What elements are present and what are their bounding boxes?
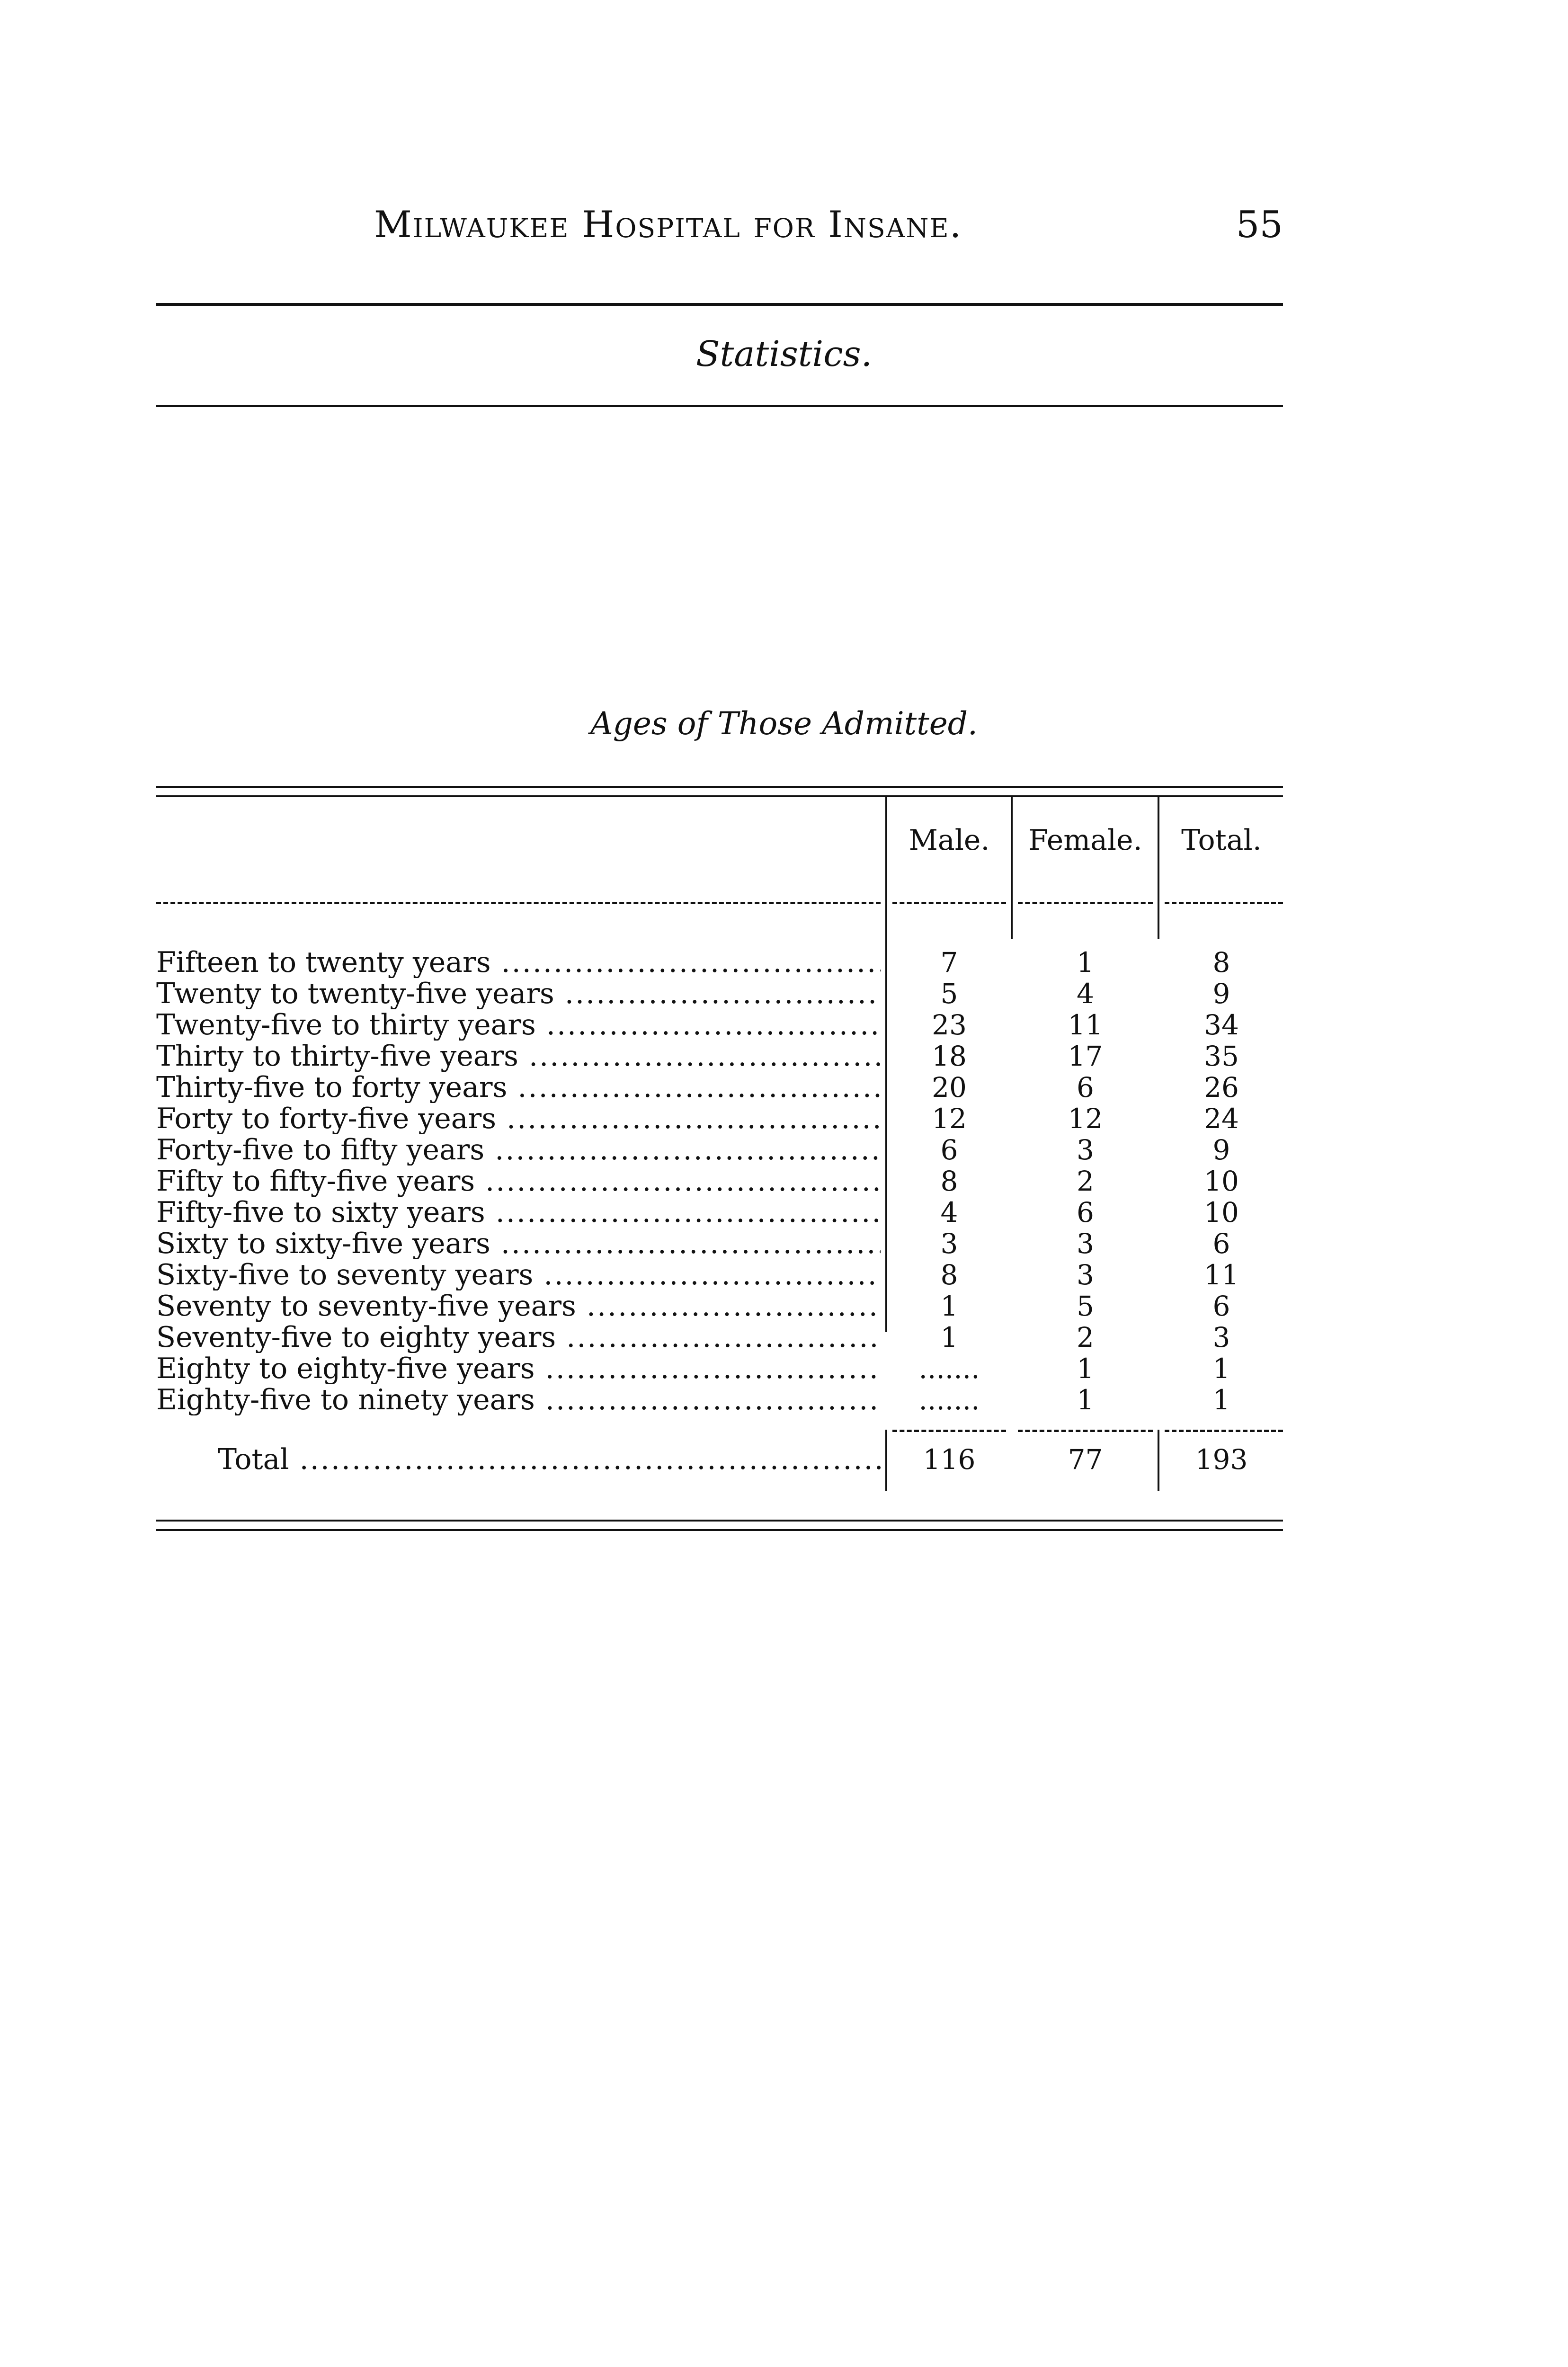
- header-dashed-rule: [1165, 902, 1283, 904]
- total-dashed-rule: [1165, 1430, 1283, 1432]
- total-count: 9: [1212, 978, 1230, 1010]
- table-row: [156, 1197, 1283, 1228]
- table-row: [156, 1259, 1283, 1290]
- total-count: 24: [1204, 1103, 1239, 1135]
- total-count: 26: [1204, 1071, 1239, 1103]
- total-count: 35: [1204, 1040, 1239, 1072]
- age-range-label: Sixty to sixty-five years .....: [156, 1228, 881, 1259]
- female-count: 2: [1077, 1165, 1094, 1197]
- ages-table: [156, 776, 1283, 1534]
- table-row: [156, 1384, 1283, 1415]
- header-dashed-rule: [892, 902, 1006, 904]
- total-count: 1: [1212, 1353, 1230, 1385]
- male-total: 116: [923, 1443, 976, 1476]
- male-count: 18: [932, 1040, 967, 1072]
- female-count: 4: [1077, 978, 1094, 1010]
- column-header-male: Male.: [909, 824, 990, 857]
- table-bottom-rule: [156, 1520, 1283, 1522]
- table-row: [156, 1041, 1283, 1072]
- male-count: 1: [940, 1290, 958, 1322]
- male-count: 20: [932, 1071, 967, 1103]
- table-row: [156, 1322, 1283, 1353]
- table-title: Ages of Those Admitted.: [590, 705, 978, 742]
- header-dashed-rule: [1018, 902, 1153, 904]
- female-count: 3: [1077, 1259, 1094, 1291]
- total-count: 8: [1212, 946, 1230, 979]
- female-count: 12: [1068, 1103, 1103, 1135]
- age-range-label: Twenty to twenty-five years .....: [156, 978, 881, 1009]
- female-total: 77: [1068, 1443, 1103, 1476]
- table-row: [156, 978, 1283, 1009]
- total-count: 1: [1212, 1384, 1230, 1416]
- total-count: 10: [1204, 1165, 1239, 1197]
- table-row: [156, 1290, 1283, 1322]
- column-header-total: Total.: [1181, 824, 1262, 857]
- total-count: 6: [1212, 1290, 1230, 1322]
- female-count: 17: [1068, 1040, 1103, 1072]
- male-count: 23: [932, 1009, 967, 1041]
- page-number: 55: [1236, 204, 1283, 246]
- table-row: [156, 1353, 1283, 1384]
- age-range-label: Sixty-five to seventy years .....: [156, 1259, 881, 1290]
- male-count: 3: [940, 1228, 958, 1260]
- table-top-rule-2: [156, 795, 1283, 797]
- total-count: 6: [1212, 1228, 1230, 1260]
- total-count: 10: [1204, 1196, 1239, 1228]
- age-range-label: Forty-five to fifty years .....: [156, 1134, 881, 1166]
- running-title: Milwaukee Hospital for Insane.: [374, 204, 962, 246]
- age-range-label: Fifty to fifty-five years .....: [156, 1166, 881, 1197]
- header-dashed-rule: [156, 902, 881, 904]
- male-count: 4: [940, 1196, 958, 1228]
- total-dashed-rule: [1018, 1430, 1153, 1432]
- female-count: 3: [1077, 1228, 1094, 1260]
- female-count: 2: [1077, 1321, 1094, 1353]
- female-count: 11: [1068, 1009, 1103, 1041]
- male-count: 1: [940, 1321, 958, 1353]
- table-row: [156, 1134, 1283, 1166]
- male-count: 8: [940, 1165, 958, 1197]
- female-count: 1: [1077, 1353, 1094, 1385]
- male-count: 6: [940, 1134, 958, 1166]
- grand-total: 193: [1195, 1443, 1248, 1476]
- table-row: [156, 1009, 1283, 1041]
- female-count: 1: [1077, 1384, 1094, 1416]
- age-range-label: Seventy-five to eighty years .....: [156, 1322, 881, 1353]
- table-row: [156, 1103, 1283, 1134]
- total-count: 34: [1204, 1009, 1239, 1041]
- column-header-female: Female.: [1028, 824, 1142, 857]
- column-divider: [1011, 797, 1013, 939]
- age-range-label: Fifty-five to sixty years .....: [156, 1197, 881, 1228]
- age-range-label: Forty to forty-five years .....: [156, 1103, 881, 1134]
- female-count: 5: [1077, 1290, 1094, 1322]
- table-bottom-rule-2: [156, 1529, 1283, 1531]
- total-label: Total .....: [218, 1444, 881, 1475]
- header-rule: [156, 303, 1283, 306]
- total-count: 9: [1212, 1134, 1230, 1166]
- table-row: [156, 1228, 1283, 1259]
- female-count: 6: [1077, 1071, 1094, 1103]
- age-range-label: Eighty-five to ninety years .....: [156, 1384, 881, 1415]
- table-row: [156, 1072, 1283, 1103]
- female-count: 1: [1077, 946, 1094, 979]
- section-title: Statistics.: [695, 334, 873, 374]
- age-range-label: Thirty to thirty-five years .....: [156, 1041, 881, 1072]
- male-count: .......: [918, 1384, 980, 1416]
- age-range-label: Seventy to seventy-five years .....: [156, 1290, 881, 1322]
- age-range-label: Thirty-five to forty years .....: [156, 1072, 881, 1103]
- female-count: 6: [1077, 1196, 1094, 1228]
- running-head: [156, 204, 1283, 256]
- female-count: 3: [1077, 1134, 1094, 1166]
- total-dashed-rule: [892, 1430, 1006, 1432]
- table-row: [156, 1166, 1283, 1197]
- total-count: 3: [1212, 1321, 1230, 1353]
- male-count: 5: [940, 978, 958, 1010]
- total-count: 11: [1204, 1259, 1239, 1291]
- age-range-label: Fifteen to twenty years .....: [156, 947, 881, 978]
- section-rule: [156, 405, 1283, 407]
- male-count: 7: [940, 946, 958, 979]
- table-row: [156, 947, 1283, 978]
- male-count: .......: [918, 1353, 980, 1385]
- table-top-rule: [156, 786, 1283, 788]
- column-divider: [1158, 797, 1159, 939]
- male-count: 8: [940, 1259, 958, 1291]
- age-range-label: Eighty to eighty-five years .....: [156, 1353, 881, 1384]
- male-count: 12: [932, 1103, 967, 1135]
- total-row: [156, 1444, 1283, 1475]
- age-range-label: Twenty-five to thirty years .....: [156, 1009, 881, 1041]
